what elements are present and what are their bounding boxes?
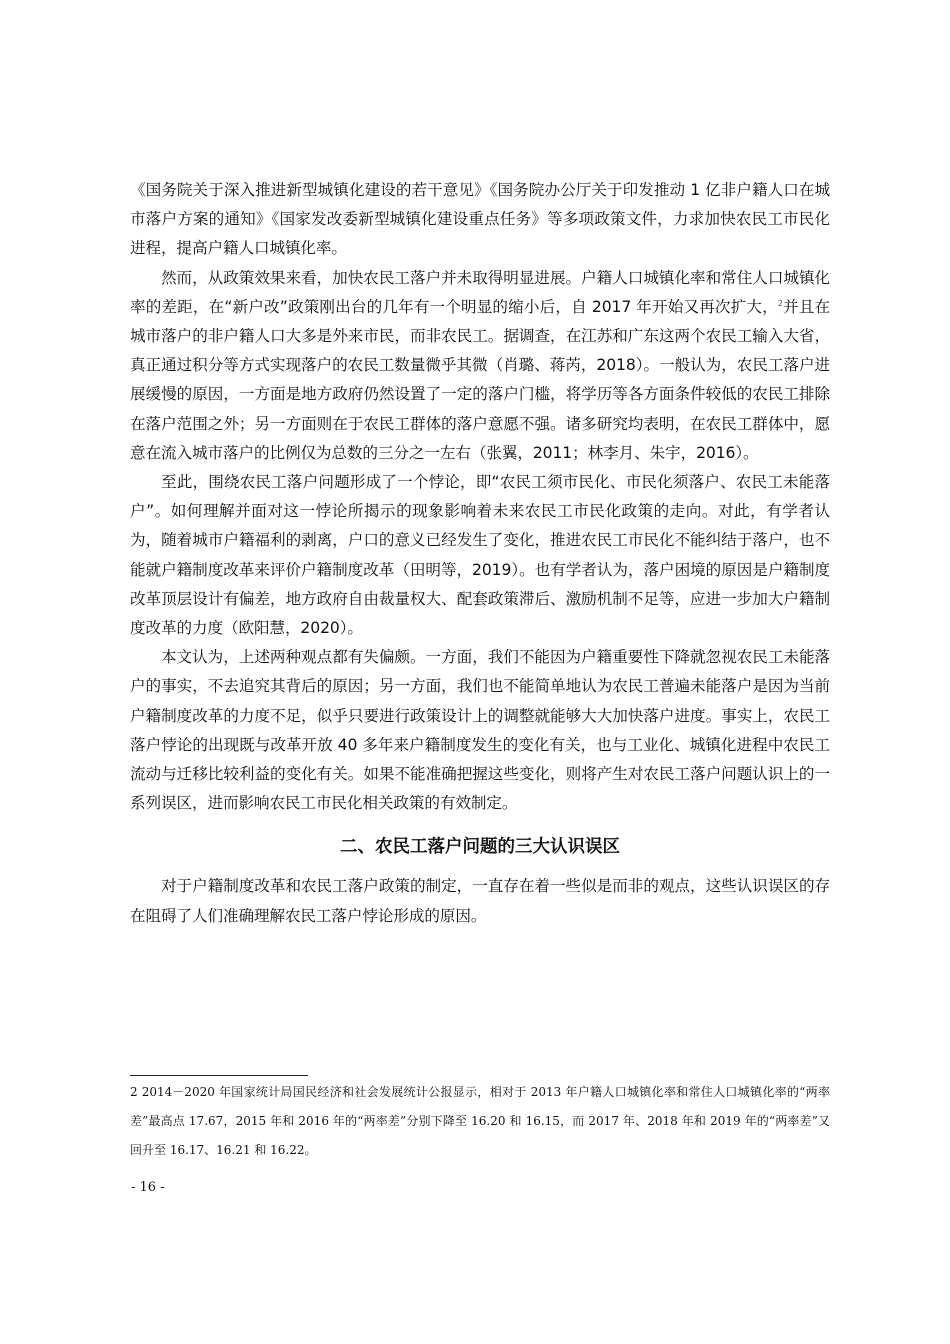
page-body xyxy=(130,176,830,931)
footnote-number: 2 xyxy=(130,1085,138,1099)
footnote-reference[interactable]: 2 xyxy=(777,298,783,308)
paragraph-text: 然而，从政策效果来看，加快农民工落户并未取得明显进展。户籍人口城镇化率和常住人口城镇化率的差距，在“新户改”政策刚出台的几年有一个明显的缩小后，自 2017 年开始又再次扩大， xyxy=(130,268,830,316)
body-paragraph: 对于户籍制度改革和农民工落户政策的制定，一直存在着一些似是而非的观点，这些认识误区的存在阻碍了人们准确理解农民工落户悖论形成的原因。 xyxy=(130,877,830,925)
body-paragraph: 本文认为，上述两种观点都有失偏颇。一方面，我们不能因为户籍重要性下降就忽视农民工未能落户的事实，不去追究其背后的原因；另一方面，我们也不能简单地认为农民工普遍未能落户是因为当前户籍制度改革的力度不足，似乎只要进行政策设计上的调整就能够大大加快落户进度。事实上，农民工落户悖论的出现既与改革开放 40 多年来户籍制度发生的变化有关，也与工业化、城镇化进程中农民工流动与迁移比较利益的变化有关。如果不能准确把握这些变化，则将产生对农民工落户问题认识上的一系列误区，进而影响农民工市民化相关政策的有效制定。 xyxy=(130,648,830,813)
paragraph-text: 并且在城市落户的非户籍人口大多是外来市民，而非农民工。据调查，在江苏和广东这两个农民工输入大省，真正通过积分等方式实现落户的农民工数量微乎其微（肖璐、蒋芮，2018）。一般认为，农民工落户进展缓慢的原因，一方面是地方政府仍然设置了一定的落户门槛，将学历等各方面条件较低的农民工排除在落户范围之外；另一方面则在于农民工群体的落户意愿不强。诸多研究均表明，在农民工群体中，愿意在流入城市落户的比例仅为总数的三分之一左右（张翼，2011；林李月、朱宇，2016）。 xyxy=(130,297,830,462)
body-paragraph: 至此，围绕农民工落户问题形成了一个悖论，即“农民工须市民化、市民化须落户、农民工未能落户”。如何理解并面对这一悖论所揭示的现象影响着未来农民工市民化政策的走向。对此，有学者认为，随着城市户籍福利的剥离，户口的意义已经发生了变化，推进农民工市民化不能纠结于落户，也不能就户籍制度改革来评价户籍制度改革（田明等，2019）。也有学者认为，落户困境的原因是户籍制度改革顶层设计有偏差，地方政府自由裁量权大、配套政策滞后、激励机制不足等，应进一步加大户籍制度改革的力度（欧阳慧，2020）。 xyxy=(130,473,830,638)
body-paragraph xyxy=(130,264,830,468)
footnote-divider xyxy=(130,1075,308,1076)
section-heading: 二、农民工落户问题的三大认识误区 xyxy=(340,837,620,858)
footnote-text: 2014－2020 年国家统计局国民经济和社会发展统计公报显示，相对于 2013 年户籍人口城镇化率和常住人口城镇化率的“两率差”最高点 17.67，2015 年和 2016 年的“两率差”分别下降至 16.20 和 16.15，而 2017 年、2018 年和 2019 年的“两率差”又回升至 16.17、16.21 和 16.22。 xyxy=(130,1085,830,1157)
body-paragraph: 《国务院关于深入推进新型城镇化建设的若干意见》《国务院办公厅关于印发推动 1 亿非户籍人口在城市落户方案的通知》《国家发改委新型城镇化建设重点任务》等多项政策文件，力求加快农民工市民化进程，提高户籍人口城镇化率。 xyxy=(130,181,830,258)
footnote xyxy=(130,1078,830,1165)
page-number: - 16 - xyxy=(131,1180,165,1195)
